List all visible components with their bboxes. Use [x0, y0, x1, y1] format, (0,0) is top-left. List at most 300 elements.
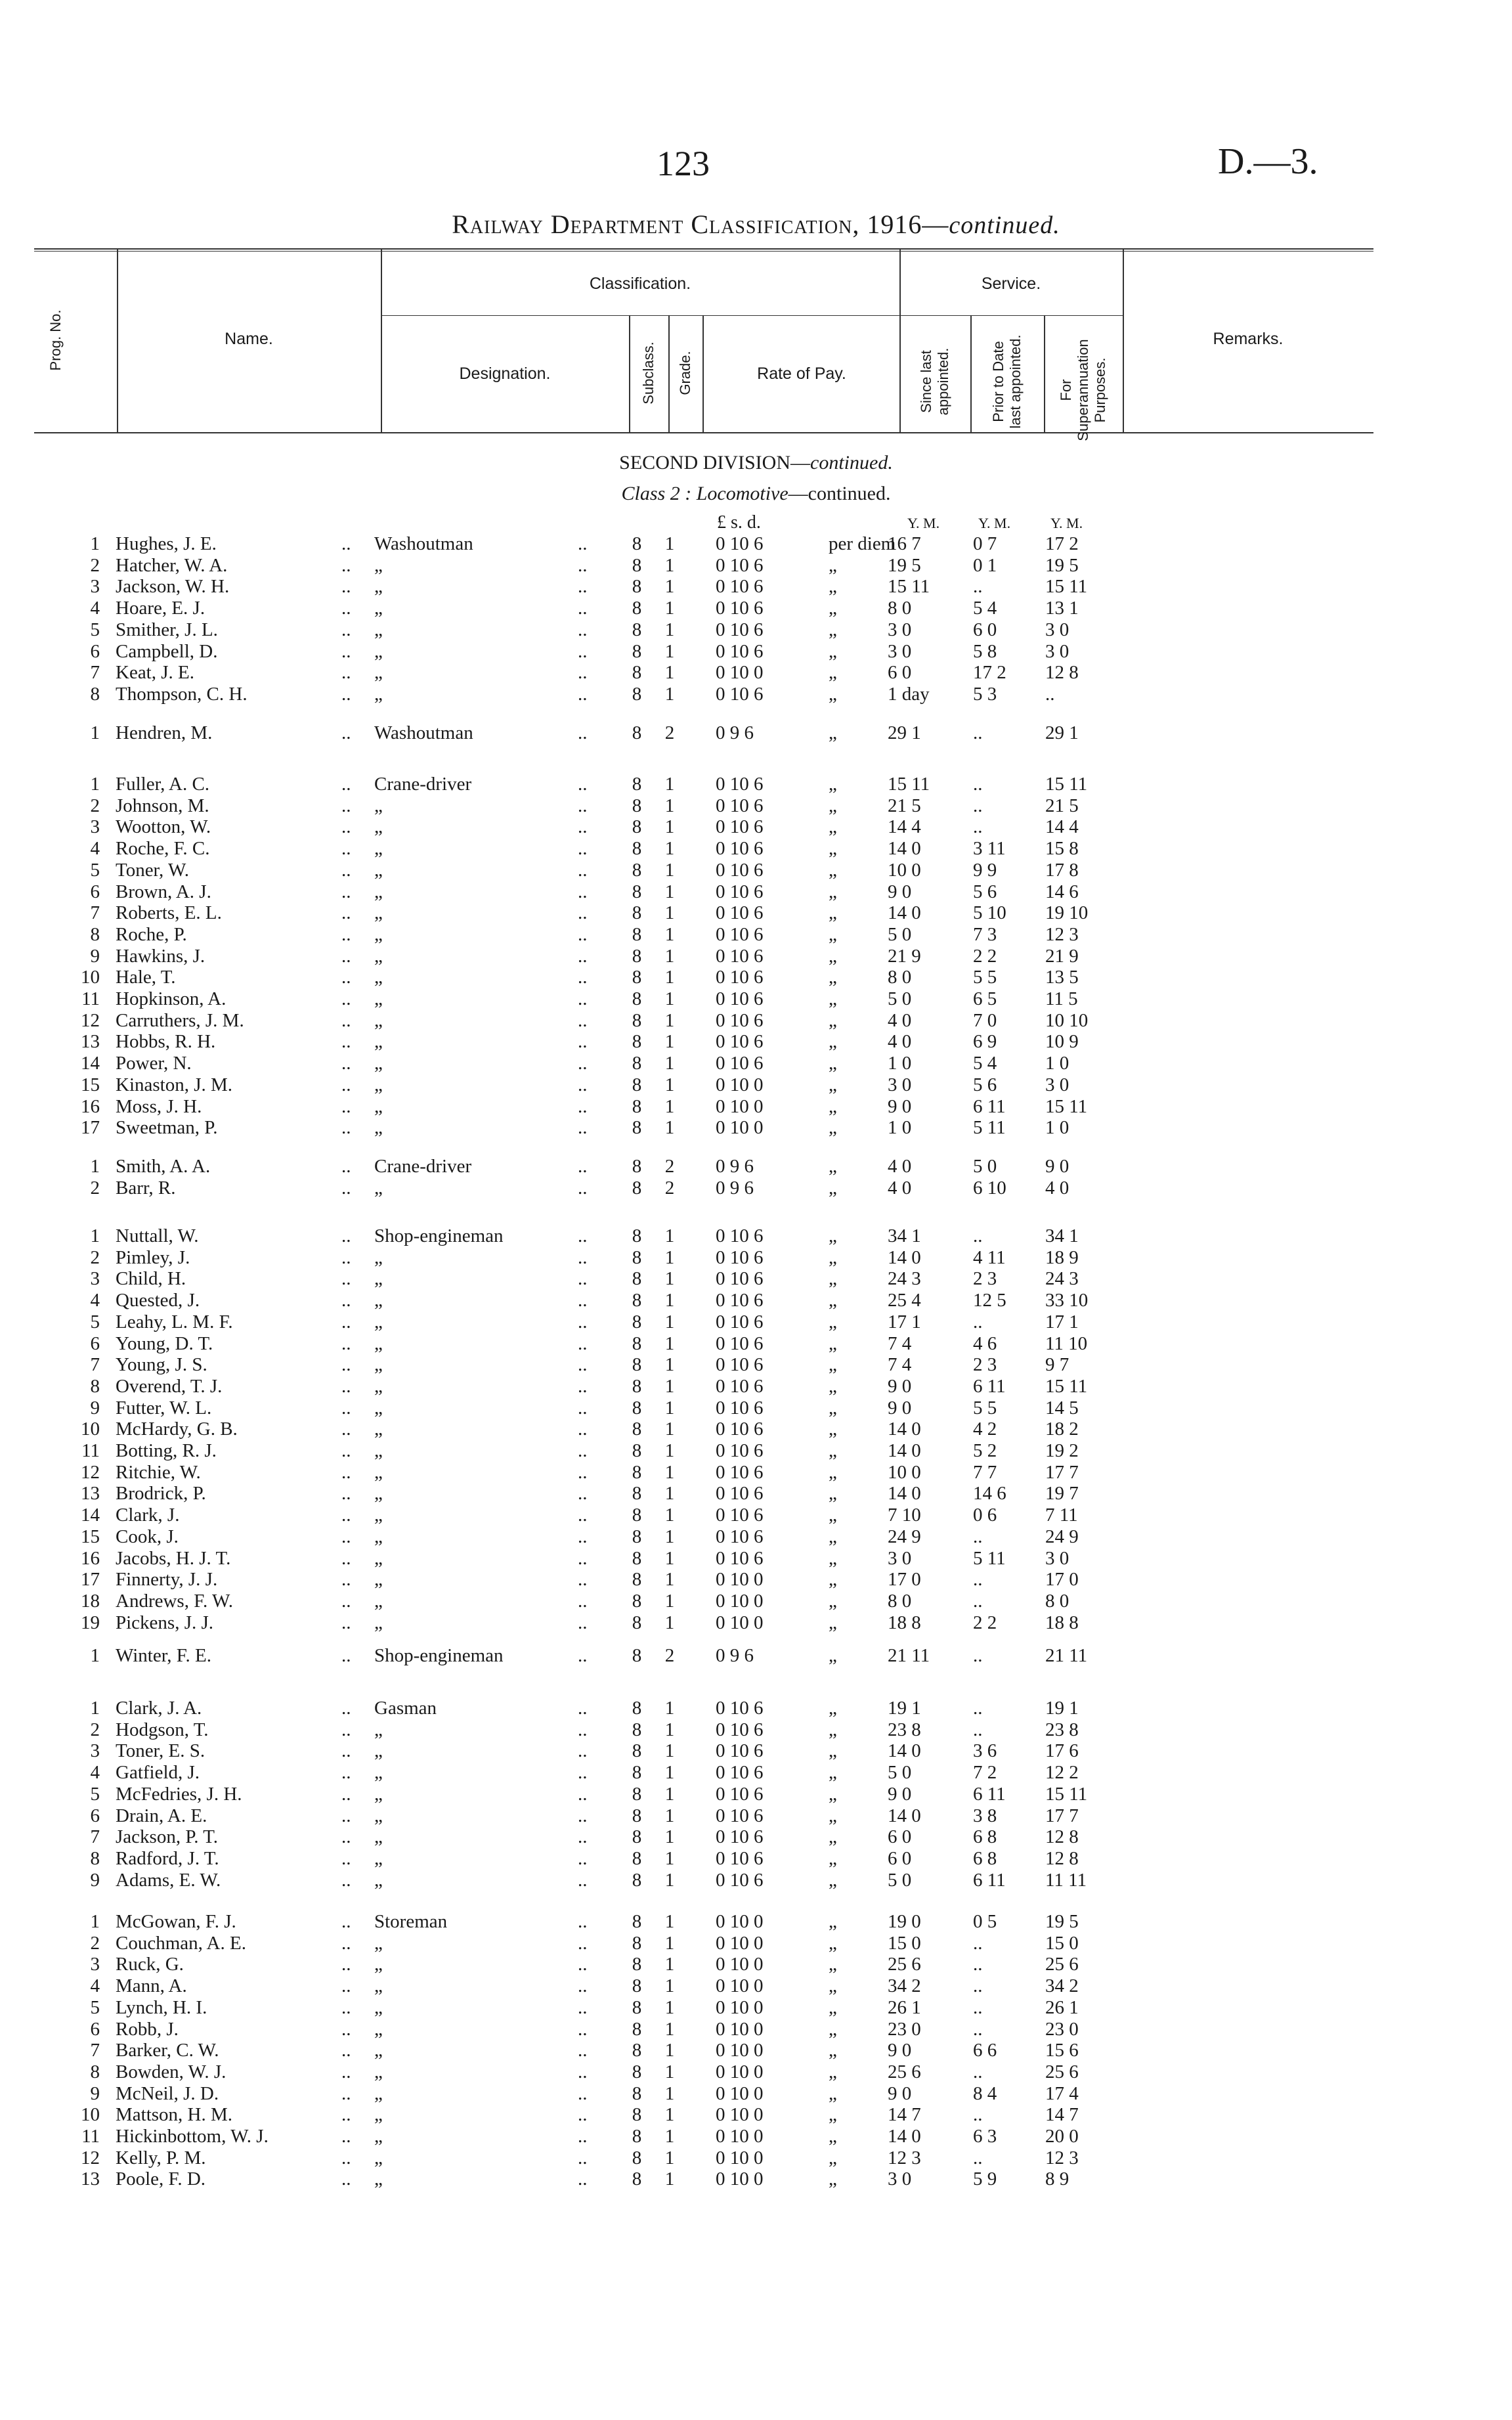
- division-heading: [0, 452, 1512, 474]
- rate-unit-cell: „: [829, 1805, 837, 1826]
- designation-cell: „: [374, 1095, 383, 1117]
- rate-unit-cell: „: [829, 881, 837, 902]
- rate-unit-cell: „: [829, 1225, 837, 1246]
- superannuation-cell: 11 5: [1045, 988, 1078, 1009]
- prog-no-cell: 8: [90, 2061, 100, 2082]
- prog-no-cell: 1: [90, 1911, 100, 1932]
- rate-cell: 0 10 6: [716, 554, 764, 576]
- rate-unit-cell: „: [829, 1397, 837, 1419]
- dot-leader: ..: [341, 1954, 351, 1975]
- prior-to-cell: 7 3: [973, 923, 997, 945]
- designation-cell: „: [374, 1074, 383, 1095]
- table-top-rule-inner: [34, 251, 1373, 252]
- dot-leader: ..: [341, 1612, 351, 1633]
- name-cell: McGowan, F. J.: [116, 1911, 236, 1932]
- designation-cell: „: [374, 2040, 383, 2061]
- rate-cell: 0 10 0: [716, 1569, 764, 1591]
- subclass-cell: 8: [632, 1225, 642, 1246]
- since-last-cell: 9 0: [888, 1783, 912, 1805]
- rate-cell: 0 10 6: [716, 1009, 764, 1031]
- prior-to-cell: 6 11: [973, 1095, 1006, 1117]
- prior-to-cell: 5 8: [973, 640, 997, 662]
- grade-cell: 1: [664, 576, 675, 598]
- rate-cell: 0 9 6: [716, 1645, 754, 1666]
- table-row: [0, 2147, 1512, 2169]
- designation-cell: „: [374, 662, 383, 684]
- dot-leader: ..: [578, 662, 588, 684]
- prior-to-cell: 5 6: [973, 1074, 997, 1095]
- dot-leader: ..: [578, 1526, 588, 1547]
- dot-leader: ..: [341, 2104, 351, 2126]
- designation-cell: „: [374, 1461, 383, 1483]
- prior-to-cell: 5 2: [973, 1440, 997, 1461]
- grade-cell: 1: [664, 683, 675, 705]
- designation-cell: Crane-driver: [374, 1156, 472, 1177]
- name-cell: Carruthers, J. M.: [116, 1009, 244, 1031]
- subclass-cell: 8: [632, 598, 642, 619]
- rate-unit-cell: „: [829, 598, 837, 619]
- dot-leader: ..: [341, 902, 351, 924]
- rate-cell: 0 10 6: [716, 859, 764, 881]
- designation-cell: „: [374, 1268, 383, 1290]
- rate-cell: 0 10 0: [716, 2061, 764, 2082]
- prog-no-cell: 5: [90, 1311, 100, 1332]
- subclass-cell: 8: [632, 1569, 642, 1591]
- dot-leader: ..: [341, 838, 351, 860]
- designation-cell: „: [374, 1053, 383, 1074]
- rate-unit-cell: „: [829, 1095, 837, 1117]
- dot-leader: ..: [578, 1419, 588, 1440]
- prior-to-cell: 5 4: [973, 1053, 997, 1074]
- name-cell: Hoare, E. J.: [116, 598, 205, 619]
- rate-cell: 0 10 6: [716, 1526, 764, 1547]
- subclass-cell: 8: [632, 967, 642, 988]
- dot-leader: ..: [341, 1719, 351, 1740]
- name-cell: Jackson, W. H.: [116, 576, 230, 598]
- dot-leader: ..: [578, 1483, 588, 1505]
- dot-leader: ..: [341, 1440, 351, 1461]
- prior-to-cell: 6 6: [973, 2040, 997, 2061]
- prior-to-cell: ..: [973, 1569, 983, 1591]
- prior-to-cell: 4 6: [973, 1332, 997, 1354]
- designation-cell: „: [374, 640, 383, 662]
- table-row: [0, 946, 1512, 967]
- prior-to-cell: 5 6: [973, 881, 997, 902]
- subclass-cell: 8: [632, 2040, 642, 2061]
- dot-leader: ..: [341, 1419, 351, 1440]
- designation-cell: „: [374, 795, 383, 816]
- designation-cell: Shop-engineman: [374, 1225, 504, 1246]
- subclass-cell: 8: [632, 1290, 642, 1311]
- since-last-cell: 9 0: [888, 2082, 912, 2104]
- prior-to-cell: 6 0: [973, 619, 997, 640]
- rate-cell: 0 10 6: [716, 881, 764, 902]
- designation-cell: „: [374, 1332, 383, 1354]
- designation-cell: „: [374, 1932, 383, 1954]
- prog-no-cell: 7: [90, 1354, 100, 1376]
- since-last-cell: 3 0: [888, 1074, 912, 1095]
- table-row: [0, 1762, 1512, 1784]
- dot-leader: ..: [578, 1461, 588, 1483]
- rate-unit-cell: „: [829, 722, 837, 743]
- name-cell: Hickinbottom, W. J.: [116, 2126, 269, 2147]
- superannuation-cell: 14 5: [1045, 1397, 1079, 1419]
- designation-cell: „: [374, 1975, 383, 1997]
- designation-cell: „: [374, 2082, 383, 2104]
- prior-to-cell: ..: [973, 1996, 983, 2018]
- table-row: [0, 838, 1512, 860]
- rate-cell: 0 9 6: [716, 1156, 754, 1177]
- subclass-cell: 8: [632, 1053, 642, 1074]
- name-cell: Hodgson, T.: [116, 1719, 209, 1740]
- subclass-cell: 8: [632, 1505, 642, 1526]
- name-cell: Keat, J. E.: [116, 662, 194, 684]
- name-cell: Ritchie, W.: [116, 1461, 201, 1483]
- prior-to-cell: ..: [973, 1526, 983, 1547]
- superannuation-cell: 25 6: [1045, 1954, 1079, 1975]
- prior-to-cell: 5 4: [973, 598, 997, 619]
- grade-cell: 1: [664, 1031, 675, 1053]
- rate-unit-cell: „: [829, 1569, 837, 1591]
- name-cell: Poole, F. D.: [116, 2168, 206, 2190]
- rate-unit-cell: „: [829, 1996, 837, 2018]
- subclass-cell: 8: [632, 1177, 642, 1199]
- since-last-cell: 23 0: [888, 2018, 921, 2040]
- prog-no-cell: 5: [90, 859, 100, 881]
- subclass-cell: 8: [632, 859, 642, 881]
- designation-cell: „: [374, 1826, 383, 1848]
- dot-leader: ..: [578, 1177, 588, 1199]
- since-last-cell: 26 1: [888, 1996, 921, 2018]
- header-subclass: Subclass.: [640, 341, 657, 405]
- prog-no-cell: 8: [90, 923, 100, 945]
- class-prefix: Class 2 :: [621, 483, 692, 504]
- designation-cell: „: [374, 1590, 383, 1612]
- since-last-cell: 19 1: [888, 1698, 921, 1719]
- table-row: [0, 2168, 1512, 2190]
- col-divider: [668, 315, 670, 433]
- grade-cell: 1: [664, 1483, 675, 1505]
- years-months-header: Y. M.: [1050, 515, 1083, 531]
- superannuation-cell: 34 1: [1045, 1225, 1079, 1246]
- dot-leader: ..: [578, 1612, 588, 1633]
- designation-cell: Storeman: [374, 1911, 448, 1932]
- grade-cell: 1: [664, 1332, 675, 1354]
- dot-leader: ..: [578, 1719, 588, 1740]
- superannuation-cell: 19 7: [1045, 1483, 1079, 1505]
- rate-unit-cell: „: [829, 1505, 837, 1526]
- grade-cell: 1: [664, 2168, 675, 2190]
- grade-cell: 1: [664, 881, 675, 902]
- dot-leader: ..: [341, 795, 351, 816]
- prior-to-cell: ..: [973, 1975, 983, 1997]
- dot-leader: ..: [578, 1996, 588, 2018]
- superannuation-cell: 19 2: [1045, 1440, 1079, 1461]
- prog-no-cell: 3: [90, 1954, 100, 1975]
- since-last-cell: 19 0: [888, 1911, 921, 1932]
- prior-to-cell: 5 9: [973, 2168, 997, 2190]
- name-cell: Brown, A. J.: [116, 881, 211, 902]
- class-suffix: —continued.: [788, 483, 891, 504]
- rate-cell: 0 10 6: [716, 1397, 764, 1419]
- table-row: [0, 1826, 1512, 1848]
- dot-leader: ..: [578, 859, 588, 881]
- designation-cell: Washoutman: [374, 533, 473, 554]
- prog-no-cell: 7: [90, 1826, 100, 1848]
- rate-cell: 0 10 6: [716, 816, 764, 838]
- dot-leader: ..: [578, 1826, 588, 1848]
- prog-no-cell: 3: [90, 1268, 100, 1290]
- rate-unit-cell: „: [829, 683, 837, 705]
- superannuation-cell: 21 5: [1045, 795, 1079, 816]
- rate-cell: 0 10 0: [716, 2147, 764, 2168]
- designation-cell: „: [374, 902, 383, 924]
- subclass-cell: 8: [632, 1932, 642, 1954]
- subclass-cell: 8: [632, 576, 642, 598]
- name-cell: Smither, J. L.: [116, 619, 218, 640]
- superannuation-cell: 14 4: [1045, 816, 1079, 838]
- prior-to-cell: 5 11: [973, 1117, 1006, 1139]
- dot-leader: ..: [578, 1268, 588, 1290]
- dot-leader: ..: [341, 1311, 351, 1332]
- name-cell: Andrews, F. W.: [116, 1590, 233, 1612]
- prog-no-cell: 3: [90, 1740, 100, 1762]
- table-row: [0, 641, 1512, 663]
- dot-leader: ..: [341, 1009, 351, 1031]
- superannuation-cell: 10 9: [1045, 1031, 1079, 1053]
- since-last-cell: 3 0: [888, 1547, 912, 1569]
- name-cell: McHardy, G. B.: [116, 1419, 238, 1440]
- subclass-cell: 8: [632, 1095, 642, 1117]
- name-cell: Barr, R.: [116, 1177, 176, 1199]
- subclass-cell: 8: [632, 2168, 642, 2190]
- money-units-header: £ s. d.: [717, 512, 761, 533]
- dot-leader: ..: [341, 967, 351, 988]
- grade-cell: 1: [664, 2104, 675, 2126]
- subclass-cell: 8: [632, 902, 642, 924]
- table-row: [0, 1096, 1512, 1118]
- rate-unit-cell: „: [829, 1954, 837, 1975]
- table-row: [0, 2061, 1512, 2083]
- since-last-cell: 4 0: [888, 1031, 912, 1053]
- rate-cell: 0 10 0: [716, 2082, 764, 2104]
- prog-no-cell: 13: [81, 2168, 100, 2190]
- rate-cell: 0 10 6: [716, 1268, 764, 1290]
- rate-unit-cell: „: [829, 1719, 837, 1740]
- prog-no-cell: 2: [90, 1246, 100, 1268]
- prior-to-cell: 3 6: [973, 1740, 997, 1762]
- since-last-cell: 25 6: [888, 2061, 921, 2082]
- rate-cell: 0 10 6: [716, 1440, 764, 1461]
- subclass-cell: 8: [632, 1009, 642, 1031]
- prior-to-cell: 6 3: [973, 2126, 997, 2147]
- rate-cell: 0 10 6: [716, 1354, 764, 1376]
- subclass-cell: 8: [632, 1762, 642, 1784]
- designation-cell: „: [374, 1762, 383, 1784]
- name-cell: Power, N.: [116, 1053, 192, 1074]
- designation-cell: Gasman: [374, 1698, 437, 1719]
- rate-unit-cell: per diem: [829, 533, 896, 554]
- rate-unit-cell: „: [829, 1354, 837, 1376]
- rate-unit-cell: „: [829, 1826, 837, 1848]
- prog-no-cell: 11: [81, 988, 100, 1009]
- subclass-cell: 8: [632, 533, 642, 554]
- rate-unit-cell: „: [829, 1590, 837, 1612]
- designation-cell: Shop-engineman: [374, 1645, 504, 1666]
- superannuation-cell: 17 2: [1045, 533, 1079, 554]
- subclass-cell: 8: [632, 1590, 642, 1612]
- name-cell: Campbell, D.: [116, 640, 218, 662]
- since-last-cell: 9 0: [888, 881, 912, 902]
- superannuation-cell: 12 8: [1045, 662, 1079, 684]
- table-top-rule: [34, 248, 1373, 250]
- dot-leader: ..: [578, 1847, 588, 1869]
- rate-unit-cell: „: [829, 1762, 837, 1784]
- rate-unit-cell: „: [829, 1483, 837, 1505]
- name-cell: McFedries, J. H.: [116, 1783, 242, 1805]
- grade-cell: 1: [664, 1569, 675, 1591]
- designation-cell: „: [374, 1290, 383, 1311]
- rate-unit-cell: „: [829, 1117, 837, 1139]
- table-row: [0, 2040, 1512, 2061]
- subclass-cell: 8: [632, 1268, 642, 1290]
- name-cell: Nuttall, W.: [116, 1225, 199, 1246]
- rate-unit-cell: „: [829, 945, 837, 967]
- dot-leader: ..: [341, 881, 351, 902]
- designation-cell: „: [374, 2147, 383, 2168]
- subclass-cell: 8: [632, 1911, 642, 1932]
- prior-to-cell: ..: [973, 795, 983, 816]
- table-row: [0, 881, 1512, 903]
- dot-leader: ..: [341, 619, 351, 640]
- designation-cell: „: [374, 2126, 383, 2147]
- rate-unit-cell: „: [829, 2126, 837, 2147]
- table-row: [0, 1698, 1512, 1719]
- grade-cell: 1: [664, 619, 675, 640]
- prior-to-cell: ..: [973, 2018, 983, 2040]
- since-last-cell: 6 0: [888, 662, 912, 684]
- designation-cell: „: [374, 1009, 383, 1031]
- prior-to-cell: 0 1: [973, 554, 997, 576]
- since-last-cell: 9 0: [888, 2040, 912, 2061]
- prior-to-cell: 5 0: [973, 1156, 997, 1177]
- prior-to-cell: 7 2: [973, 1762, 997, 1784]
- name-cell: Jacobs, H. J. T.: [116, 1547, 231, 1569]
- dot-leader: ..: [578, 1290, 588, 1311]
- table-row: [0, 1440, 1512, 1462]
- dot-leader: ..: [578, 2018, 588, 2040]
- rate-unit-cell: „: [829, 816, 837, 838]
- division-name: SECOND DIVISION—: [619, 452, 811, 473]
- table-row: [0, 555, 1512, 577]
- superannuation-cell: 12 3: [1045, 923, 1079, 945]
- grade-cell: 1: [664, 2018, 675, 2040]
- table-row: [0, 722, 1512, 744]
- superannuation-cell: 1 0: [1045, 1053, 1069, 1074]
- designation-cell: „: [374, 1719, 383, 1740]
- dot-leader: ..: [578, 554, 588, 576]
- prog-no-cell: 9: [90, 1397, 100, 1419]
- prior-to-cell: ..: [973, 1645, 983, 1666]
- subclass-cell: 8: [632, 1332, 642, 1354]
- table-row: [0, 1462, 1512, 1484]
- prog-no-cell: 13: [81, 1483, 100, 1505]
- dot-leader: ..: [341, 774, 351, 795]
- superannuation-cell: 18 2: [1045, 1419, 1079, 1440]
- header-classification: Classification.: [589, 275, 691, 293]
- grade-cell: 1: [664, 1547, 675, 1569]
- subclass-cell: 8: [632, 1354, 642, 1376]
- prog-no-cell: 15: [81, 1074, 100, 1095]
- header-service: Service.: [981, 275, 1041, 293]
- dot-leader: ..: [341, 859, 351, 881]
- rate-unit-cell: „: [829, 902, 837, 924]
- table-row: [0, 1740, 1512, 1762]
- designation-cell: „: [374, 683, 383, 705]
- subclass-cell: 8: [632, 2104, 642, 2126]
- dot-leader: ..: [341, 722, 351, 743]
- grade-cell: 1: [664, 859, 675, 881]
- subclass-cell: 8: [632, 1440, 642, 1461]
- rate-cell: 0 10 6: [716, 1031, 764, 1053]
- designation-cell: „: [374, 1526, 383, 1547]
- dot-leader: ..: [578, 619, 588, 640]
- rate-unit-cell: „: [829, 1869, 837, 1891]
- rate-unit-cell: „: [829, 2082, 837, 2104]
- since-last-cell: 14 0: [888, 1419, 921, 1440]
- rate-cell: 0 10 6: [716, 945, 764, 967]
- prog-no-cell: 1: [90, 1698, 100, 1719]
- table-row: [0, 1548, 1512, 1570]
- rate-cell: 0 10 6: [716, 1719, 764, 1740]
- dot-leader: ..: [578, 1932, 588, 1954]
- dot-leader: ..: [341, 598, 351, 619]
- dot-leader: ..: [578, 1762, 588, 1784]
- superannuation-cell: 9 7: [1045, 1354, 1069, 1376]
- since-last-cell: 24 9: [888, 1526, 921, 1547]
- rate-cell: 0 10 6: [716, 1461, 764, 1483]
- prior-to-cell: 3 11: [973, 838, 1006, 860]
- prior-to-cell: ..: [973, 2061, 983, 2082]
- col-divider: [970, 315, 972, 433]
- since-last-cell: 5 0: [888, 988, 912, 1009]
- prog-no-cell: 1: [90, 533, 100, 554]
- table-row: [0, 1954, 1512, 1975]
- since-last-cell: 9 0: [888, 1375, 912, 1397]
- grade-cell: 1: [664, 533, 675, 554]
- rate-unit-cell: „: [829, 2040, 837, 2061]
- rate-unit-cell: „: [829, 1847, 837, 1869]
- superannuation-cell: 7 11: [1045, 1505, 1078, 1526]
- rate-cell: 0 10 0: [716, 1117, 764, 1139]
- rate-cell: 0 10 0: [716, 1095, 764, 1117]
- subclass-cell: 8: [632, 1847, 642, 1869]
- rate-cell: 0 10 6: [716, 1740, 764, 1762]
- prog-no-cell: 2: [90, 1719, 100, 1740]
- name-cell: Child, H.: [116, 1268, 186, 1290]
- grade-cell: 1: [664, 1009, 675, 1031]
- prior-to-cell: 6 8: [973, 1847, 997, 1869]
- grade-cell: 1: [664, 1375, 675, 1397]
- table-row: [0, 1397, 1512, 1419]
- name-cell: Barker, C. W.: [116, 2040, 219, 2061]
- dot-leader: ..: [578, 2040, 588, 2061]
- name-cell: Roche, F. C.: [116, 838, 210, 860]
- superannuation-cell: 17 1: [1045, 1311, 1079, 1332]
- rate-unit-cell: „: [829, 2018, 837, 2040]
- grade-cell: 1: [664, 923, 675, 945]
- rate-cell: 0 10 0: [716, 2040, 764, 2061]
